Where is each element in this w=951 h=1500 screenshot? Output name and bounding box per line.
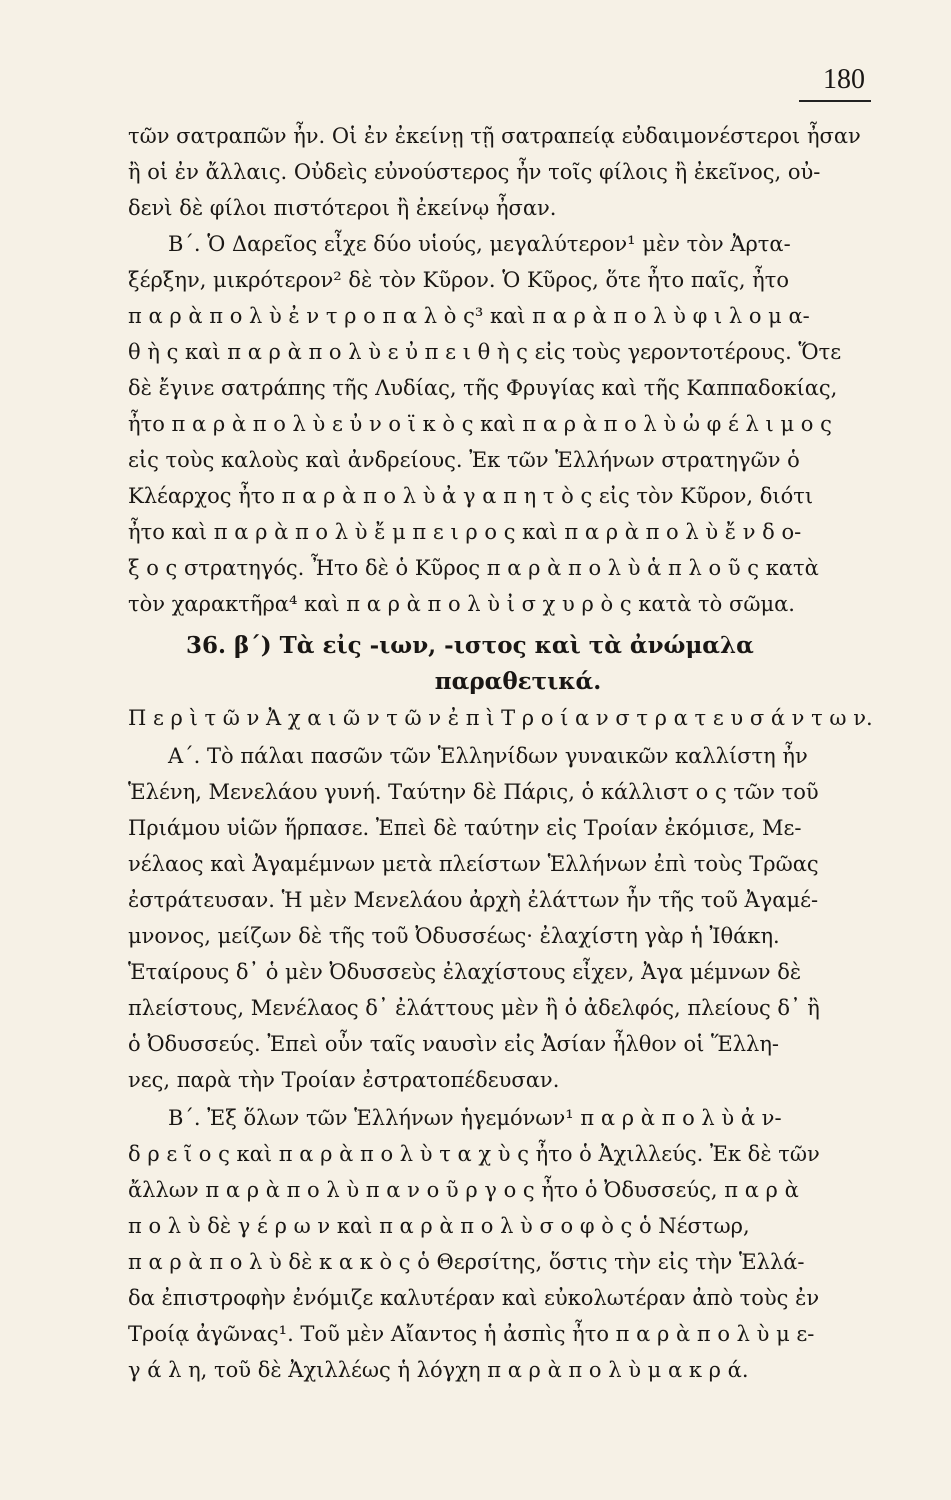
text-line: Α΄. Τὸ πάλαι πασῶν τῶν Ἑλληνίδων γυναικῶν καλλίστη ἦν bbox=[168, 744, 808, 768]
text-line: ὁ Ὀδυσσεύς. Ἐπεὶ οὖν ταῖς ναυσὶν εἰς Ἀσίαν ἦλθον οἱ Ἕλλη- bbox=[128, 1032, 780, 1056]
paragraph-2 bbox=[128, 226, 908, 622]
paragraph-3 bbox=[128, 738, 908, 1098]
text-line: θ ὴ ς καὶ π α ρ ὰ π ο λ ὺ ε ὐ π ε ι θ ὴ ς εἰς τοὺς γεροντοτέρους. Ὅτε bbox=[128, 340, 842, 364]
text-line: ξέρξην, μικρότερον² δὲ τὸν Κῦρον. Ὁ Κῦρος, ὅτε ἦτο παῖς, ἦτο bbox=[128, 268, 790, 292]
subtitle-block bbox=[128, 700, 908, 736]
paragraph-1 bbox=[128, 118, 908, 226]
section-subtitle: Π ε ρ ὶ τ ῶ ν Ἀ χ α ι ῶ ν τ ῶ ν ἐ π ὶ Τ ρ ο ί α ν σ τ ρ α τ ε υ σ ά ν τ ω ν. bbox=[128, 706, 873, 730]
text-line: ἦτο π α ρ ὰ π ο λ ὺ ε ὐ ν ο ϊ κ ὸ ς καὶ π α ρ ὰ π ο λ ὺ ὠ φ έ λ ι μ ο ς bbox=[128, 412, 832, 436]
text-line: δὲ ἔγινε σατράπης τῆς Λυδίας, τῆς Φρυγίας καὶ τῆς Καππαδοκίας, bbox=[128, 376, 838, 400]
page-number: 180 bbox=[823, 64, 865, 95]
text-line: π ο λ ὺ δὲ γ έ ρ ω ν καὶ π α ρ ὰ π ο λ ὺ σ ο φ ὸ ς ὁ Νέστωρ, bbox=[128, 1214, 750, 1238]
text-line: Πριάμου υἱῶν ἥρπασε. Ἐπεὶ δὲ ταύτην εἰς Τροίαν ἐκόμισε, Με- bbox=[128, 816, 802, 840]
text-line: ἦτο καὶ π α ρ ὰ π ο λ ὺ ἔ μ π ε ι ρ ο ς καὶ π α ρ ὰ π ο λ ὺ ἔ ν δ ο- bbox=[128, 520, 802, 544]
text-line: πλείστους, Μενέλαος δ᾽ ἐλάττους μὲν ἢ ὁ ἀδελφός, πλείους δ᾽ ἢ bbox=[128, 996, 820, 1020]
section-heading-line-1: 36. β΄) Τὰ εἰς -ιων, -ιστος καὶ τὰ ἀνώμαλα bbox=[186, 632, 754, 659]
text-line: δ ρ ε ῖ ο ς καὶ π α ρ ὰ π ο λ ὺ τ α χ ὺ ς ἦτο ὁ Ἀχιλλεύς. Ἐκ δὲ τῶν bbox=[128, 1142, 820, 1166]
text-line: ἄλλων π α ρ ὰ π ο λ ὺ π α ν ο ῦ ρ γ ο ς ἦτο ὁ Ὀδυσσεύς, π α ρ ὰ bbox=[128, 1178, 799, 1202]
text-line: π α ρ ὰ π ο λ ὺ ἐ ν τ ρ ο π α λ ὸ ς³ καὶ π α ρ ὰ π ο λ ὺ φ ι λ ο μ α- bbox=[128, 304, 810, 328]
text-line: τῶν σατραπῶν ἦν. Οἱ ἐν ἐκείνῃ τῇ σατραπείᾳ εὐδαιμονέστεροι ἦσαν bbox=[128, 124, 861, 148]
text-line: Ἑταίρους δ᾽ ὁ μὲν Ὀδυσσεὺς ἐλαχίστους εἶχεν, Ἀγα μέμνων δὲ bbox=[128, 960, 802, 984]
text-line: Τροίᾳ ἀγῶνας¹. Τοῦ μὲν Αἴαντος ἡ ἀσπὶς ἦτο π α ρ ὰ π ο λ ὺ μ ε- bbox=[128, 1322, 815, 1346]
text-line: Β΄. Ὁ Δαρεῖος εἶχε δύο υἱούς, μεγαλύτερον¹ μὲν τὸν Ἀρτα- bbox=[168, 232, 791, 256]
section-heading bbox=[128, 628, 908, 700]
text-line: νέλαος καὶ Ἀγαμέμνων μετὰ πλείστων Ἑλλήνων ἐπὶ τοὺς Τρῶας bbox=[128, 852, 819, 876]
text-line: γ ά λ η, τοῦ δὲ Ἀχιλλέως ἡ λόγχη π α ρ ὰ π ο λ ὺ μ α κ ρ ά. bbox=[128, 1358, 749, 1382]
text-line: νες, παρὰ τὴν Τροίαν ἐστρατοπέδευσαν. bbox=[128, 1068, 560, 1092]
page-number-rule bbox=[799, 100, 871, 102]
text-line: ἢ οἱ ἐν ἄλλαις. Οὐδεὶς εὐνούστερος ἦν τοῖς φίλοις ἢ ἐκεῖνος, οὐ- bbox=[128, 160, 821, 184]
text-line: δενὶ δὲ φίλοι πιστότεροι ἢ ἐκείνῳ ἦσαν. bbox=[128, 196, 557, 220]
paragraph-4 bbox=[128, 1100, 908, 1388]
text-line: ξ ο ς στρατηγός. Ἦτο δὲ ὁ Κῦρος π α ρ ὰ π ο λ ὺ ἁ π λ ο ῦ ς κατὰ bbox=[128, 556, 819, 580]
text-line: Κλέαρχος ἦτο π α ρ ὰ π ο λ ὺ ἀ γ α π η τ ὸ ς εἰς τὸν Κῦρον, διότι bbox=[128, 484, 814, 508]
text-line: π α ρ ὰ π ο λ ὺ δὲ κ α κ ὸ ς ὁ Θερσίτης, ὅστις τὴν εἰς τὴν Ἑλλά- bbox=[128, 1250, 805, 1274]
section-heading-line-2: παραθετικά. bbox=[434, 668, 602, 695]
text-line: μνονος, μείζων δὲ τῆς τοῦ Ὀδυσσέως· ἐλαχίστη γὰρ ἡ Ἰθάκη. bbox=[128, 924, 780, 948]
text-line: τὸν χαρακτῆρα⁴ καὶ π α ρ ὰ π ο λ ὺ ἰ σ χ υ ρ ὸ ς κατὰ τὸ σῶμα. bbox=[128, 592, 795, 616]
text-line: Β΄. Ἐξ ὅλων τῶν Ἑλλήνων ἡγεμόνων¹ π α ρ ὰ π ο λ ὺ ἀ ν- bbox=[168, 1106, 782, 1130]
text-line: Ἑλένη, Μενελάου γυνή. Ταύτην δὲ Πάρις, ὁ κάλλιστ ο ς τῶν τοῦ bbox=[128, 780, 819, 804]
text-line: εἰς τοὺς καλοὺς καὶ ἀνδρείους. Ἐκ τῶν Ἑλλήνων στρατηγῶν ὁ bbox=[128, 448, 800, 472]
text-line: δα ἐπιστροφὴν ἐνόμιζε καλυτέραν καὶ εὐκολωτέραν ἀπὸ τοὺς ἐν bbox=[128, 1286, 820, 1310]
text-line: ἐστράτευσαν. Ἡ μὲν Μενελάου ἀρχὴ ἐλάττων ἦν τῆς τοῦ Ἀγαμέ- bbox=[128, 888, 819, 912]
